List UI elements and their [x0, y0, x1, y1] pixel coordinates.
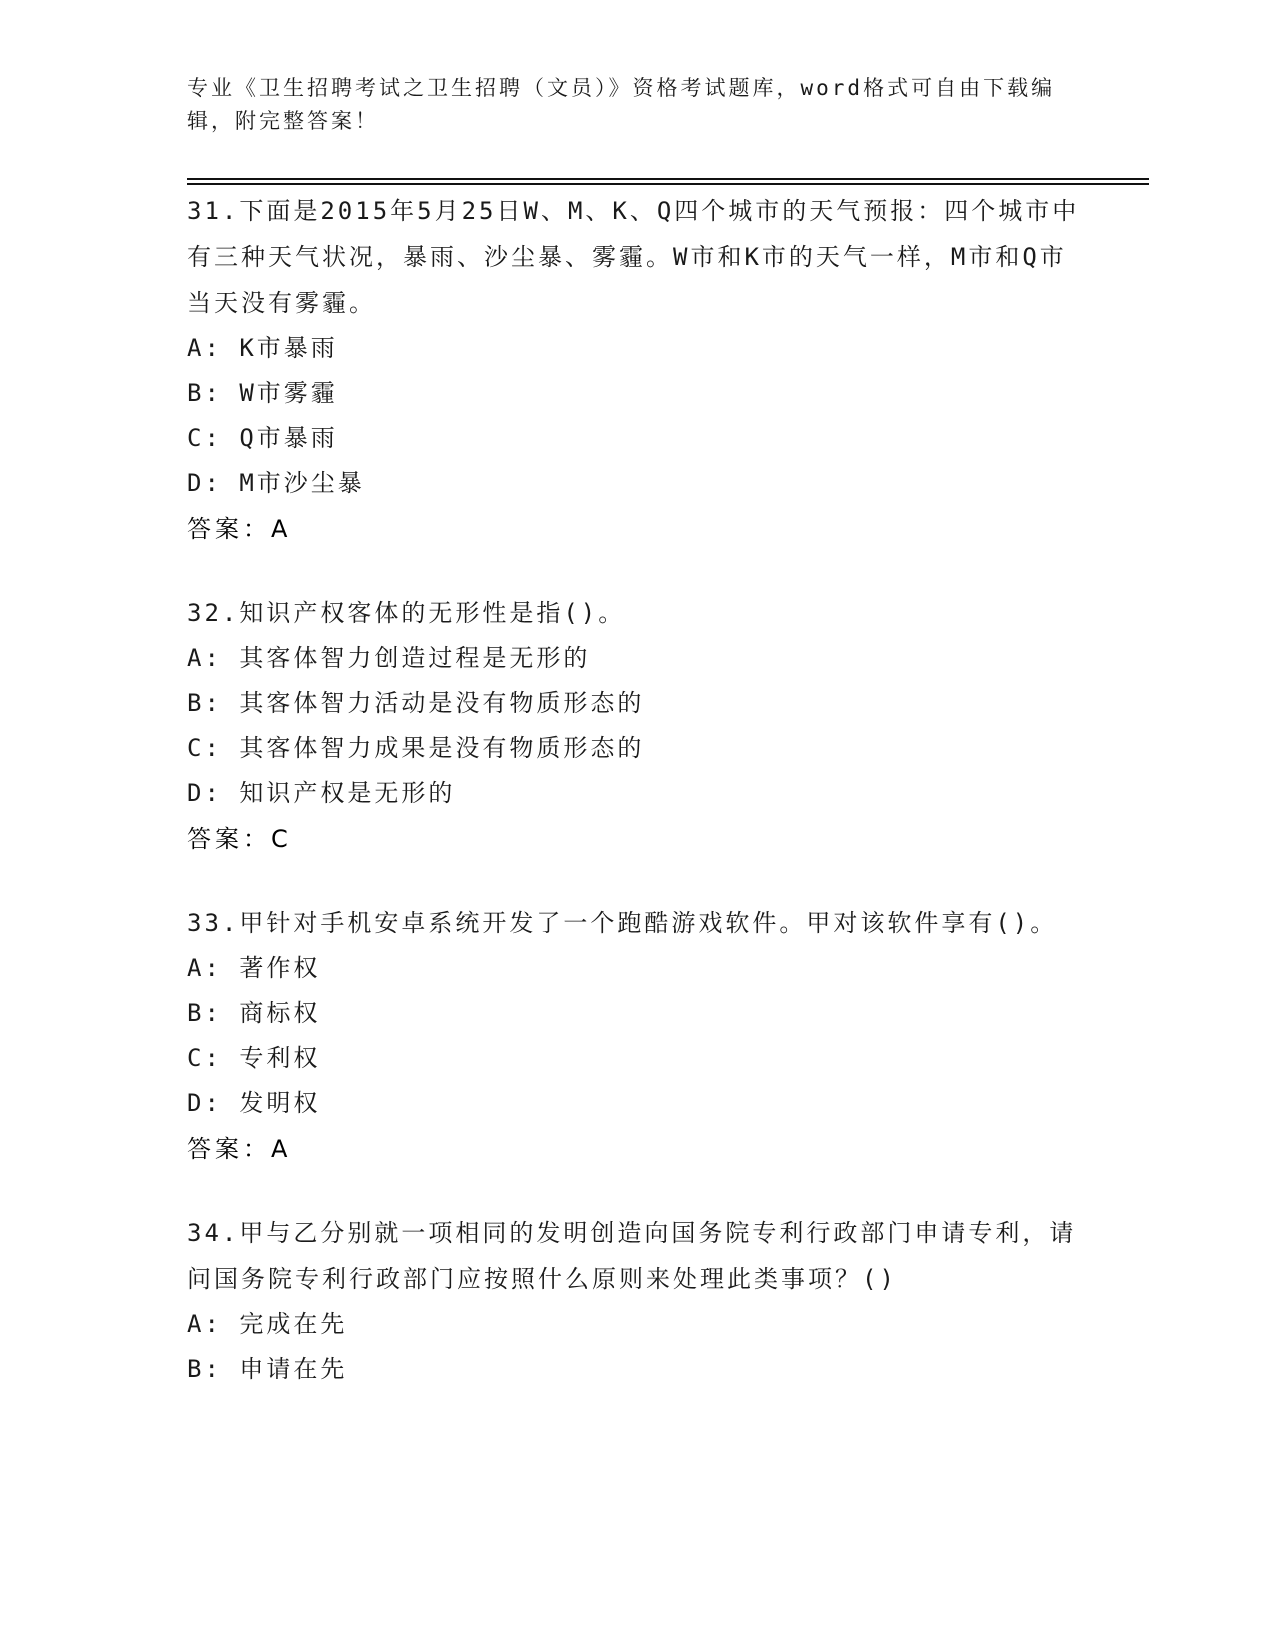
option-a: A: 完成在先 — [187, 1310, 348, 1338]
option-d: D: 发明权 — [187, 1089, 321, 1117]
question-33 — [187, 900, 1087, 1172]
question-32 — [187, 590, 1087, 862]
document-header: 专业《卫生招聘考试之卫生招聘（文员）》资格考试题库，word格式可自由下载编辑，附完整答案！ — [187, 76, 1056, 133]
option-c: C: 其客体智力成果是没有物质形态的 — [187, 734, 645, 762]
option-b: B: 商标权 — [187, 999, 321, 1027]
option-c: C: Q市暴雨 — [187, 424, 338, 452]
answer: 答案：A — [187, 515, 292, 543]
header-divider-bottom — [187, 183, 1149, 185]
question-text: 31.下面是2015年5月25日W、M、K、Q四个城市的天气预报：四个城市中有三种天气状况，暴雨、沙尘暴、雾霾。W市和K市的天气一样，M市和Q市当天没有雾霾。 — [187, 197, 1080, 317]
answer: 答案：A — [187, 1135, 292, 1163]
question-list — [187, 188, 1087, 1430]
question-text: 33.甲针对手机安卓系统开发了一个跑酷游戏软件。甲对该软件享有()。 — [187, 909, 1058, 937]
question-31 — [187, 188, 1087, 552]
option-a: A: 著作权 — [187, 954, 321, 982]
option-d: D: M市沙尘暴 — [187, 469, 365, 497]
question-text: 34.甲与乙分别就一项相同的发明创造向国务院专利行政部门申请专利，请问国务院专利行政部门应按照什么原则来处理此类事项？() — [187, 1219, 1077, 1293]
option-a: A: 其客体智力创造过程是无形的 — [187, 644, 591, 672]
header-divider-top — [187, 178, 1149, 180]
answer: 答案：C — [187, 825, 292, 853]
question-34 — [187, 1210, 1087, 1392]
option-d: D: 知识产权是无形的 — [187, 779, 456, 807]
option-b: B: 申请在先 — [187, 1355, 348, 1383]
option-a: A: K市暴雨 — [187, 334, 338, 362]
option-c: C: 专利权 — [187, 1044, 321, 1072]
option-b: B: 其客体智力活动是没有物质形态的 — [187, 689, 645, 717]
option-b: B: W市雾霾 — [187, 379, 338, 407]
question-text: 32.知识产权客体的无形性是指()。 — [187, 599, 626, 627]
